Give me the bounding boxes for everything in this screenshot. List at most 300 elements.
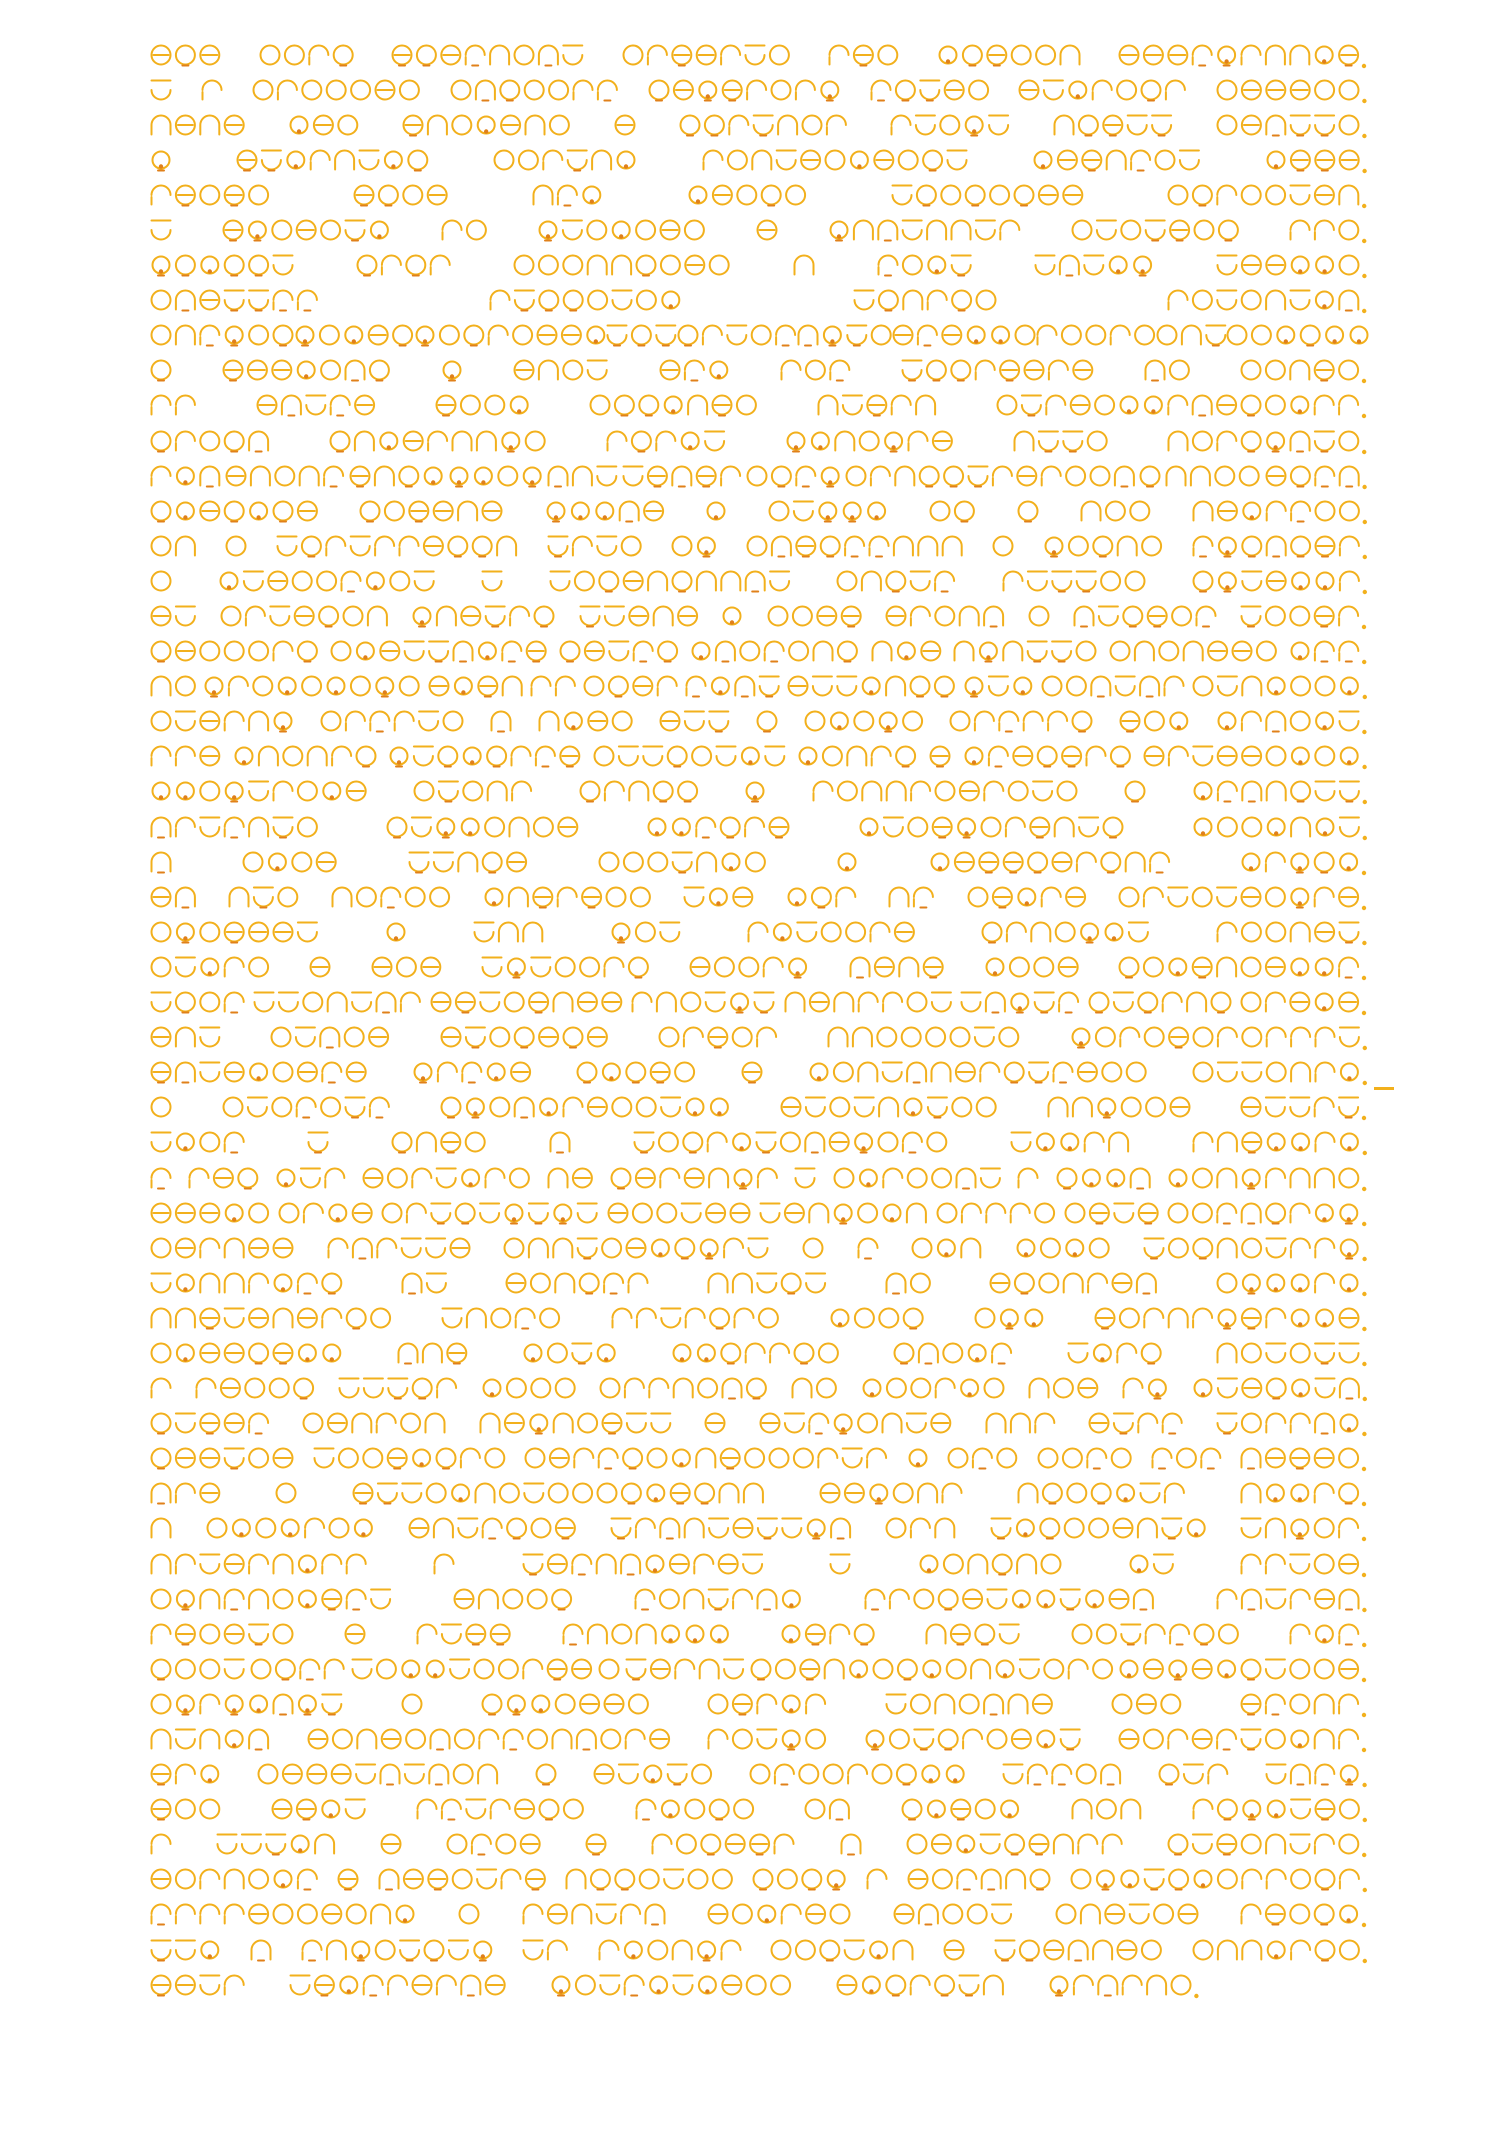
text-line — [150, 1338, 1370, 1367]
glyph-word-svg — [936, 1199, 1056, 1227]
glyph-word-svg — [362, 1164, 530, 1192]
glyph-word — [562, 1620, 730, 1648]
glyph-word — [1216, 1585, 1370, 1613]
text-line — [150, 1549, 1370, 1578]
glyph-word — [391, 1128, 486, 1156]
glyph-word-svg — [331, 883, 451, 911]
glyph-word-svg — [252, 76, 420, 104]
glyph-word-svg — [1240, 1444, 1370, 1472]
punctuation-mark — [1362, 1713, 1366, 1717]
punctuation-mark — [1362, 1151, 1366, 1155]
glyph-word — [329, 427, 546, 455]
glyph-word-svg — [671, 1339, 839, 1367]
glyph-word — [435, 391, 530, 419]
glyph-word — [780, 1620, 875, 1648]
glyph-word — [1070, 1023, 1370, 1051]
glyph-word-svg — [689, 953, 809, 981]
glyph-word — [150, 1655, 245, 1683]
glyph-word — [1240, 988, 1370, 1016]
glyph-word — [250, 1936, 272, 1964]
glyph-word — [414, 321, 607, 349]
glyph-word — [929, 848, 1171, 876]
glyph-word-svg — [1047, 1093, 1191, 1121]
glyph-word-svg — [351, 1655, 593, 1683]
glyph-word — [1167, 427, 1370, 455]
glyph-word — [750, 1655, 1114, 1683]
glyph-word-svg — [802, 1234, 824, 1262]
glyph-word — [1034, 251, 1154, 279]
glyph-word — [1289, 637, 1370, 665]
glyph-word — [593, 742, 786, 770]
glyph-word — [150, 1620, 294, 1648]
glyph-word-svg — [408, 1514, 576, 1542]
glyph-word — [408, 848, 528, 876]
glyph-word-svg — [545, 497, 665, 525]
glyph-word — [259, 41, 354, 69]
glyph-word — [659, 356, 730, 384]
glyph-word — [864, 1725, 1081, 1753]
glyph-word — [759, 1199, 927, 1227]
glyph-word-svg — [150, 742, 221, 770]
glyph-word — [784, 988, 952, 1016]
text-line — [150, 1093, 1370, 1122]
glyph-word-svg — [747, 918, 915, 946]
glyph-word — [381, 1199, 598, 1227]
punctuation-mark — [1362, 765, 1366, 769]
glyph-word-svg — [808, 1058, 1147, 1086]
glyph-word-svg — [893, 1900, 1013, 1928]
glyph-word-svg — [493, 146, 637, 174]
glyph-word — [440, 1023, 608, 1051]
glyph-word — [901, 1795, 1021, 1823]
glyph-word-svg — [836, 567, 956, 595]
glyph-word-svg — [337, 1865, 359, 1893]
glyph-word — [1002, 567, 1146, 595]
punctuation-mark — [1362, 1783, 1366, 1787]
glyph-text-block — [150, 40, 1370, 2100]
glyph-word — [216, 1830, 336, 1858]
glyph-word-svg — [599, 1374, 767, 1402]
glyph-word — [1036, 321, 1156, 349]
punctuation-mark — [1362, 204, 1366, 208]
glyph-word — [1167, 286, 1370, 314]
glyph-word-svg — [150, 1690, 343, 1718]
text-line — [150, 1444, 1370, 1473]
glyph-word — [1265, 462, 1370, 490]
glyph-word-svg — [1143, 1234, 1370, 1262]
glyph-word — [150, 1760, 221, 1788]
glyph-word — [150, 1199, 270, 1227]
glyph-word — [1071, 1795, 1142, 1823]
glyph-word-svg — [1070, 1023, 1370, 1051]
glyph-word — [1048, 1971, 1202, 1999]
glyph-word-svg — [430, 988, 623, 1016]
glyph-word — [441, 356, 463, 384]
glyph-word-svg — [150, 1936, 221, 1964]
glyph-word — [276, 532, 518, 560]
glyph-word-svg — [1118, 883, 1370, 911]
glyph-word-svg — [371, 953, 442, 981]
text-line — [150, 1058, 1370, 1087]
punctuation-mark — [1362, 449, 1366, 453]
glyph-word-svg — [1240, 356, 1370, 384]
glyph-word-svg — [547, 532, 642, 560]
glyph-word-svg — [329, 427, 546, 455]
glyph-word — [206, 1514, 374, 1542]
glyph-word — [610, 1514, 852, 1542]
glyph-word — [1032, 146, 1200, 174]
glyph-word-svg — [1053, 111, 1173, 139]
glyph-word-svg — [330, 637, 547, 665]
glyph-word-svg — [827, 1023, 1020, 1051]
glyph-word — [1064, 1199, 1159, 1227]
glyph-word — [1151, 1444, 1222, 1472]
text-line — [150, 988, 1370, 1017]
glyph-word — [1216, 918, 1370, 946]
glyph-word — [579, 602, 699, 630]
glyph-word-svg — [441, 216, 487, 244]
glyph-word-svg — [150, 356, 172, 384]
glyph-word — [780, 356, 851, 384]
glyph-word — [579, 777, 699, 805]
glyph-word-svg — [150, 1900, 416, 1928]
glyph-word-svg — [150, 321, 294, 349]
punctuation-mark — [1362, 1643, 1366, 1647]
punctuation-mark — [1362, 1818, 1366, 1822]
glyph-word — [1124, 777, 1146, 805]
text-line — [150, 812, 1370, 841]
glyph-word — [888, 883, 934, 911]
glyph-word-svg — [981, 918, 1149, 946]
glyph-word — [150, 391, 196, 419]
glyph-word — [1165, 462, 1260, 490]
glyph-word-svg — [483, 883, 651, 911]
glyph-word — [150, 286, 318, 314]
glyph-word-svg — [780, 1620, 875, 1648]
glyph-word — [416, 1795, 584, 1823]
glyph-word — [538, 707, 633, 735]
glyph-word — [849, 953, 944, 981]
glyph-word-svg — [891, 181, 1084, 209]
glyph-word-svg — [275, 1164, 346, 1192]
glyph-word — [386, 813, 579, 841]
glyph-word-svg — [625, 1655, 745, 1683]
glyph-word-svg — [513, 251, 730, 279]
glyph-word-svg — [749, 1760, 966, 1788]
glyph-word-svg — [150, 1514, 172, 1542]
glyph-word — [150, 1023, 221, 1051]
punctuation-mark — [1362, 1678, 1366, 1682]
glyph-word-svg — [150, 1725, 270, 1753]
glyph-word-svg — [338, 1374, 458, 1402]
glyph-word — [1216, 76, 1370, 104]
glyph-word — [756, 707, 778, 735]
glyph-word — [589, 391, 757, 419]
glyph-word-svg — [1128, 1550, 1174, 1578]
text-line — [150, 391, 1370, 420]
glyph-word-svg — [631, 988, 775, 1016]
glyph-word — [1109, 637, 1277, 665]
glyph-word-svg — [385, 918, 407, 946]
glyph-word-svg — [683, 883, 754, 911]
glyph-word — [1118, 953, 1370, 981]
punctuation-mark — [1362, 133, 1366, 137]
glyph-word-svg — [901, 1795, 1021, 1823]
text-line — [150, 917, 1370, 946]
glyph-word — [996, 391, 1370, 419]
glyph-word — [610, 918, 681, 946]
punctuation-mark — [1362, 1292, 1366, 1296]
glyph-word — [532, 181, 603, 209]
glyph-word — [256, 391, 376, 419]
glyph-word-svg — [1017, 497, 1039, 525]
glyph-word — [925, 1620, 1020, 1648]
glyph-word — [598, 848, 766, 876]
punctuation-mark — [1362, 63, 1366, 67]
glyph-word — [631, 988, 775, 1016]
glyph-word-svg — [150, 1550, 367, 1578]
glyph-word — [150, 1479, 221, 1507]
glyph-word-svg — [606, 427, 726, 455]
glyph-word — [450, 76, 618, 104]
glyph-word-svg — [1109, 637, 1277, 665]
glyph-word — [302, 1409, 446, 1437]
glyph-word-svg — [1002, 1760, 1122, 1788]
glyph-word — [479, 1409, 672, 1437]
glyph-word — [1071, 216, 1239, 244]
punctuation-mark — [1362, 1116, 1366, 1120]
glyph-word-svg — [440, 1023, 608, 1051]
glyph-word-svg — [943, 1936, 965, 1964]
glyph-word-svg — [704, 1409, 726, 1437]
glyph-word-svg — [1192, 497, 1370, 525]
glyph-word — [150, 1304, 392, 1332]
glyph-word — [150, 497, 318, 525]
glyph-word — [549, 1128, 571, 1156]
glyph-word — [250, 1655, 345, 1683]
text-line — [150, 356, 1370, 385]
glyph-word — [836, 848, 858, 876]
text-line — [150, 1303, 1370, 1332]
glyph-word-svg — [1216, 707, 1370, 735]
glyph-word — [275, 1164, 346, 1192]
glyph-word-svg — [218, 567, 435, 595]
glyph-word-svg — [907, 1865, 1051, 1893]
glyph-word — [150, 1234, 294, 1262]
glyph-word — [885, 1514, 956, 1542]
glyph-word-svg — [1216, 1339, 1370, 1367]
glyph-word-svg — [901, 356, 1094, 384]
glyph-word — [388, 742, 581, 770]
glyph-word-svg — [659, 707, 730, 735]
punctuation-mark — [1362, 1958, 1366, 1962]
glyph-word — [150, 76, 172, 104]
glyph-word — [150, 356, 172, 384]
glyph-word-svg — [634, 1585, 802, 1613]
glyph-word — [1018, 76, 1186, 104]
glyph-word — [1041, 672, 1185, 700]
glyph-word-svg — [1070, 1865, 1370, 1893]
glyph-word-svg — [828, 41, 899, 69]
glyph-word — [780, 1093, 997, 1121]
glyph-word — [503, 1234, 769, 1262]
glyph-word — [203, 672, 420, 700]
glyph-word-svg — [359, 497, 503, 525]
glyph-word-svg — [1041, 672, 1185, 700]
glyph-word — [625, 1655, 745, 1683]
glyph-word — [1216, 707, 1370, 735]
glyph-word-svg — [225, 462, 345, 490]
text-line — [150, 461, 1370, 490]
glyph-word-svg — [759, 1199, 927, 1227]
glyph-word — [150, 1093, 172, 1121]
glyph-word — [313, 1444, 506, 1472]
glyph-word — [828, 216, 1021, 244]
glyph-word — [338, 1374, 458, 1402]
glyph-word-svg — [866, 1865, 888, 1893]
glyph-word-svg — [206, 1514, 374, 1542]
text-line — [150, 1198, 1370, 1227]
glyph-word — [195, 1374, 315, 1402]
glyph-word-svg — [150, 111, 245, 139]
glyph-word — [150, 883, 196, 911]
glyph-word-svg — [440, 1093, 730, 1121]
glyph-word-svg — [490, 707, 512, 735]
glyph-word-svg — [565, 1865, 733, 1893]
glyph-word — [1192, 1374, 1370, 1402]
glyph-word — [473, 918, 544, 946]
glyph-word-svg — [990, 1514, 1207, 1542]
glyph-word-svg — [294, 321, 414, 349]
glyph-word-svg — [236, 146, 429, 174]
glyph-word-svg — [785, 427, 953, 455]
glyph-word — [307, 1725, 671, 1753]
glyph-word-svg — [150, 567, 172, 595]
glyph-word — [270, 1023, 390, 1051]
glyph-word — [453, 1585, 573, 1613]
glyph-word — [378, 1865, 546, 1893]
glyph-word — [1167, 1830, 1370, 1858]
glyph-word — [885, 1269, 931, 1297]
glyph-word-svg — [416, 1795, 584, 1823]
glyph-word-svg — [416, 1620, 511, 1648]
glyph-word — [150, 1830, 172, 1858]
glyph-word-svg — [522, 1900, 666, 1928]
glyph-word-svg — [1032, 146, 1200, 174]
glyph-word — [1240, 1479, 1370, 1507]
glyph-word — [827, 1023, 1020, 1051]
punctuation-mark — [1362, 555, 1366, 559]
glyph-word — [853, 286, 997, 314]
glyph-word-svg — [1094, 1304, 1370, 1332]
glyph-word-svg — [401, 1690, 423, 1718]
glyph-word-svg — [1067, 1339, 1162, 1367]
glyph-word-svg — [589, 391, 757, 419]
glyph-word — [228, 883, 299, 911]
glyph-word-svg — [1064, 1199, 1159, 1227]
text-line — [150, 1795, 1370, 1824]
glyph-word-svg — [996, 391, 1370, 419]
glyph-word — [1192, 1936, 1370, 1964]
glyph-word-svg — [833, 1164, 1001, 1192]
glyph-word-svg — [888, 883, 934, 911]
glyph-word — [1240, 1900, 1370, 1928]
glyph-word-svg — [1265, 1760, 1370, 1788]
glyph-word — [1240, 602, 1370, 630]
glyph-word-svg — [1240, 1479, 1370, 1507]
punctuation-mark — [1362, 239, 1366, 243]
glyph-word-svg — [1240, 1514, 1370, 1542]
glyph-word — [702, 146, 968, 174]
glyph-word-svg — [391, 41, 584, 69]
glyph-word-svg — [450, 76, 618, 104]
glyph-word — [1289, 1620, 1370, 1648]
glyph-word — [391, 41, 584, 69]
glyph-word-svg — [380, 1830, 402, 1858]
glyph-word-svg — [576, 1058, 696, 1086]
glyph-word-svg — [1017, 1479, 1185, 1507]
glyph-word — [150, 1725, 270, 1753]
glyph-word-svg — [1088, 1409, 1183, 1437]
glyph-word-svg — [391, 1128, 486, 1156]
glyph-word — [646, 813, 790, 841]
glyph-word-svg — [794, 1164, 816, 1192]
glyph-word — [829, 1304, 924, 1332]
glyph-word-svg — [344, 1620, 366, 1648]
glyph-word-svg — [222, 216, 390, 244]
glyph-word-svg — [220, 602, 388, 630]
glyph-word — [1010, 1128, 1130, 1156]
punctuation-mark — [1362, 730, 1366, 734]
glyph-word — [1088, 988, 1232, 1016]
glyph-word — [858, 813, 1124, 841]
glyph-word — [1047, 1093, 1191, 1121]
glyph-word — [150, 742, 221, 770]
glyph-word-svg — [1192, 1374, 1370, 1402]
glyph-word-svg — [1073, 602, 1217, 630]
glyph-word — [1017, 1164, 1039, 1192]
glyph-word-svg — [446, 1830, 541, 1858]
glyph-word — [1216, 1269, 1370, 1297]
glyph-word-svg — [150, 181, 270, 209]
glyph-word — [233, 742, 377, 770]
glyph-word — [150, 1409, 270, 1437]
glyph-word — [1289, 216, 1370, 244]
glyph-word — [481, 1690, 649, 1718]
glyph-word-svg — [845, 462, 1135, 490]
glyph-word-svg — [702, 146, 968, 174]
glyph-word — [150, 988, 245, 1016]
glyph-word-svg — [610, 1164, 778, 1192]
glyph-word-svg — [871, 637, 942, 665]
glyph-word-svg — [225, 532, 247, 560]
glyph-word — [401, 1690, 423, 1718]
glyph-word-svg — [150, 216, 172, 244]
text-line — [150, 637, 1370, 666]
text-line — [150, 110, 1370, 139]
glyph-word — [150, 1269, 343, 1297]
glyph-word-svg — [707, 1269, 827, 1297]
glyph-word — [797, 742, 917, 770]
glyph-word — [337, 1865, 359, 1893]
glyph-word-svg — [1139, 462, 1161, 490]
glyph-word-svg — [547, 1164, 593, 1192]
glyph-word-svg — [767, 602, 862, 630]
glyph-word-svg — [150, 918, 318, 946]
punctuation-mark — [1362, 1046, 1366, 1050]
text-line — [150, 1479, 1370, 1508]
glyph-word — [906, 1830, 1123, 1858]
